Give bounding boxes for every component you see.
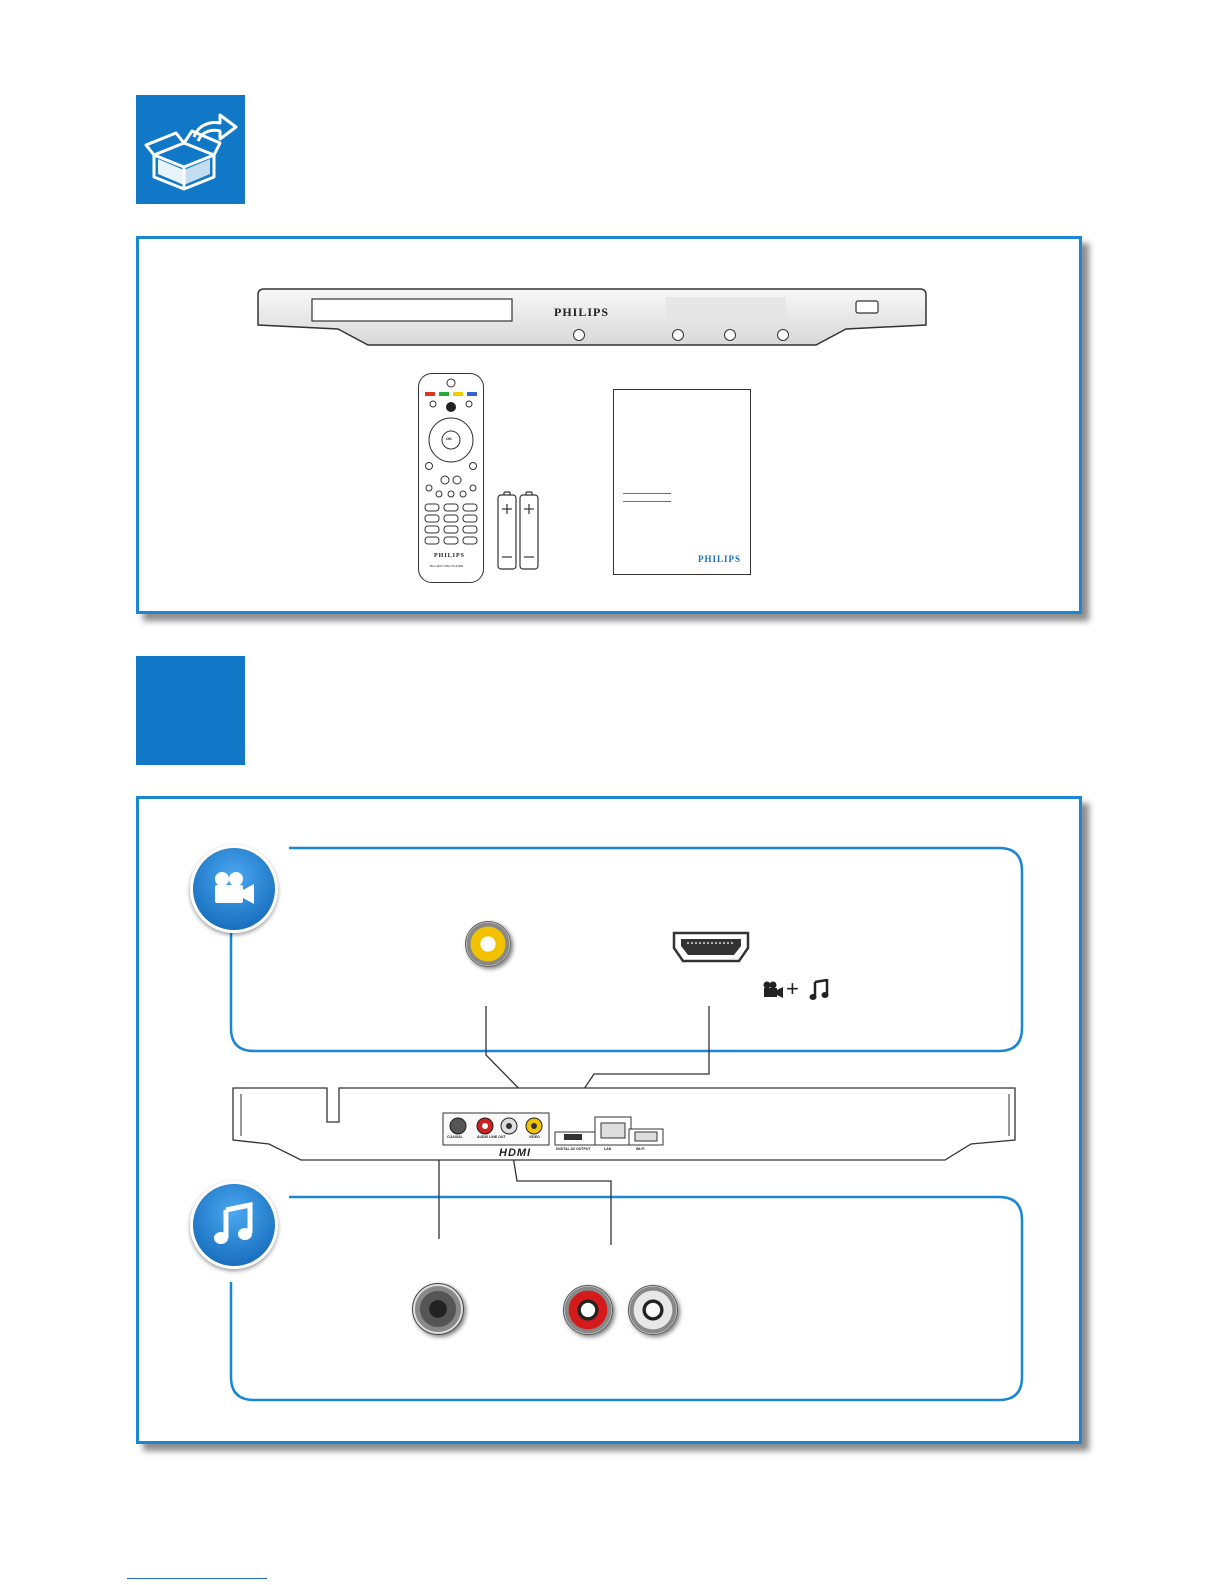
unbox-icon — [136, 95, 245, 204]
audio-out-right-jack — [628, 1285, 678, 1335]
manual-brand-logo: PHILIPS — [698, 554, 742, 564]
remote-buttons-illustration — [419, 374, 483, 582]
video-camera-icon — [211, 870, 257, 908]
lan-label: LAN — [604, 1147, 612, 1151]
video-label: VIDEO — [529, 1135, 540, 1139]
hdmi-port — [671, 930, 751, 964]
manual-rule — [623, 493, 671, 494]
connections-panel — [136, 796, 1082, 1444]
manual-rule — [623, 501, 671, 502]
music-note-icon — [213, 1202, 255, 1246]
connect-badge — [136, 656, 245, 765]
user-manual — [613, 389, 751, 575]
remote-control — [418, 373, 484, 583]
composite-video-jack — [465, 921, 511, 967]
digital-av-output-label: DIGITAL AV OUTPUT — [556, 1147, 591, 1151]
remote-brand-logo: PHILIPS — [434, 553, 466, 559]
audio-badge — [190, 1181, 278, 1269]
hdmi-logo: HDMI — [499, 1147, 532, 1159]
coaxial-label: COAXIAL — [447, 1135, 463, 1139]
hdmi-signal-plus: + — [786, 976, 799, 1001]
audio-out-left-jack — [563, 1285, 613, 1335]
box-contents-panel — [136, 236, 1082, 614]
video-badge — [190, 845, 278, 933]
audio-line-out-label: AUDIO LINE OUT — [477, 1135, 506, 1139]
remote-ok-label: OK — [446, 436, 452, 441]
footer-rule — [127, 1578, 267, 1579]
player-brand-logo: PHILIPS — [554, 305, 610, 319]
player-front-illustration — [256, 285, 928, 355]
music-note-icon — [809, 979, 829, 1001]
player-rear-illustration — [231, 1082, 1019, 1166]
batteries-illustration — [495, 491, 543, 571]
remote-caption: BLU-RAY DISC PLAYER — [430, 564, 464, 568]
unbox-badge — [136, 95, 245, 204]
wifi-label: Wi-Fi — [636, 1147, 645, 1151]
coaxial-jack — [412, 1283, 464, 1335]
video-camera-icon — [762, 981, 784, 999]
